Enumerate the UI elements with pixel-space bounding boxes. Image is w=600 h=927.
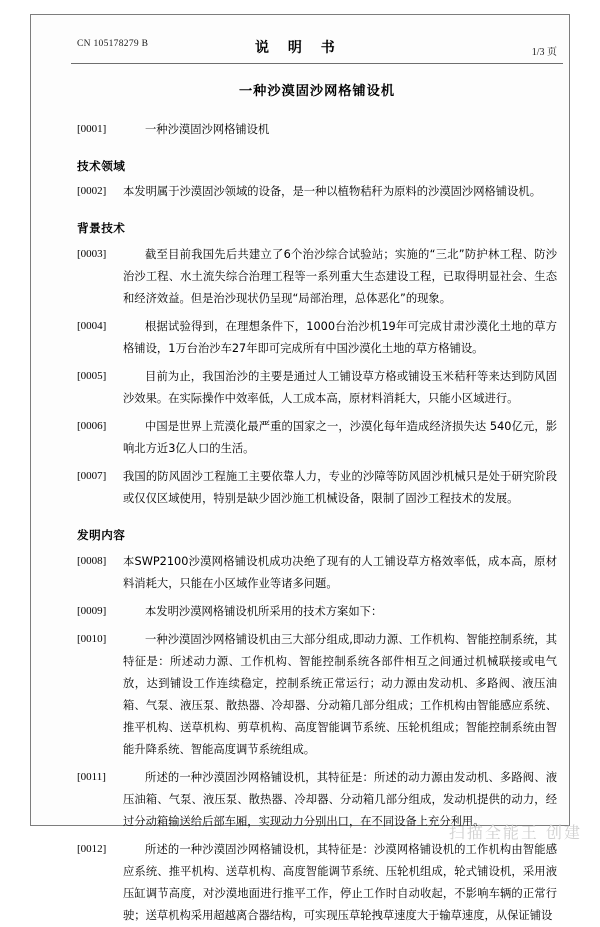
paragraph-number: [0003]: [77, 247, 107, 260]
paragraph-text: 一种沙漠固沙网格铺设机: [145, 122, 270, 136]
paragraph-text: 截至目前我国先后共建立了6个治沙综合试验站；实施的“三北”防护林工程、防沙治沙工程、水土流失综合治理工程等一系列重大生态建设工程，已取得明显社会、生态和经济效益。但是治沙现状仍呈现“局部治理，总体恶化”的现象。: [123, 247, 557, 305]
paragraph: [77, 601, 557, 623]
paragraph-number: [0006]: [77, 420, 107, 433]
publication-number: CN 105178279 B: [77, 39, 149, 49]
section-heading-background: 背景技术: [77, 221, 126, 236]
paragraph-text: 中国是世界上荒漠化最严重的国家之一，沙漠化每年造成经济损失达 540亿元，影响北方近3亿人口的生活。: [123, 420, 557, 456]
paragraph-text: 本发明沙漠网格铺设机所采用的技术方案如下：: [145, 604, 383, 618]
paragraph: [77, 416, 557, 460]
paragraph-text: 目前为止，我国治沙的主要是通过人工铺设草方格或铺设玉米秸秆等来达到防风固沙效果。在实际操作中效率低，人工成本高，原材料消耗大，只能小区域进行。: [123, 370, 557, 406]
paragraph: [77, 629, 557, 761]
paragraph-text: 本发明属于沙漠固沙领域的设备，是一种以植物秸秆为原料的沙漠固沙网格铺设机。: [123, 185, 541, 199]
document-body: [77, 79, 557, 927]
paragraph-number: [0012]: [77, 842, 107, 855]
paragraph-number: [0002]: [77, 185, 107, 198]
paragraph-number: [0001]: [77, 122, 107, 135]
paragraph: [77, 181, 557, 203]
section-heading-technical-field: 技术领域: [77, 158, 126, 173]
document-type-title: 说 明 书: [255, 40, 342, 56]
paragraph: [77, 551, 557, 595]
paragraph-number: [0009]: [77, 604, 107, 617]
paragraph-number: [0004]: [77, 320, 107, 332]
paragraph: [77, 119, 557, 141]
paragraph-number: [0008]: [77, 554, 107, 567]
paragraph-text: 所述的一种沙漠固沙网格铺设机，其特征是：所述的动力源由发动机、多路阀、液压油箱、气泵、液压泵、散热器、冷却器、分动箱几部分组成，发动机提供的动力，经过分动箱输送给后部车厢，实现动力分别出口，在不同设备上充分利用。: [123, 770, 557, 828]
paragraph: [77, 244, 557, 310]
paragraph-text: 所述的一种沙漠固沙网格铺设机，其特征是：沙漠网格铺设机的工作机构由智能感应系统、推平机构、送草机构、高度智能调节系统、压轮机组成，轮式铺设机，采用液压缸调节高度，对沙漠地面进行推平工作，停止工作时自动收起，不影响车辆的正常行驶；送草机构采用超越离合器结构，可实现压草轮拽草速度大于输草速度，从保证铺设: [123, 842, 557, 922]
paragraph-number: [0011]: [77, 770, 106, 783]
page-number: 1/3 页: [531, 47, 557, 58]
page-header: [77, 37, 557, 67]
paragraph-text: 一种沙漠固沙网格铺设机由三大部分组成,即动力源、工作机构、智能控制系统，其特征是：所述动力源、工作机构、智能控制系统各部件相互之间通过机械联接或电气放，达到铺设工作连续稳定，控制系统正常运行；动力源由发动机、多路阀、液压油箱、气泵、液压泵、散热器、冷却器、分动箱几部分组成；工作机构由智能感应系统、推平机构、送草机构、剪草机构、高度智能调节系统、压轮机组成；智能控制系统由智能升降系统、智能高度调节系统组成。: [123, 632, 557, 756]
page-title: 一种沙漠固沙网格铺设机: [238, 84, 396, 99]
scanner-watermark: 扫描全能王 创建: [448, 823, 582, 842]
paragraph-number: [0010]: [77, 632, 107, 645]
paragraph-number: [0005]: [77, 370, 107, 383]
paragraph: [77, 839, 557, 927]
section-heading-summary: 发明内容: [77, 528, 126, 543]
paragraph-number: [0007]: [77, 470, 107, 483]
paragraph: [77, 366, 557, 410]
paragraph: [77, 316, 557, 360]
header-divider: [71, 63, 563, 64]
paragraph-text: 我国的防风固沙工程施工主要依靠人力，专业的沙障等防风固沙机械只是处于研究阶段或仅仅区域使用，特别是缺少固沙施工机械设备，限制了固沙工程技术的发展。: [123, 470, 557, 506]
paragraph-text: 根据试验得到，在理想条件下，1000台治沙机19年可完成甘肃沙漠化土地的草方格铺设，1万台治沙车27年即可完成所有中国沙漠化土地的草方格铺设。: [123, 320, 557, 356]
paragraph-text: 本SWP2100沙漠网格铺设机成功决绝了现有的人工铺设草方格效率低，成本高，原材料消耗大，只能在小区域作业等诸多问题。: [123, 554, 557, 590]
paragraph: [77, 466, 557, 510]
